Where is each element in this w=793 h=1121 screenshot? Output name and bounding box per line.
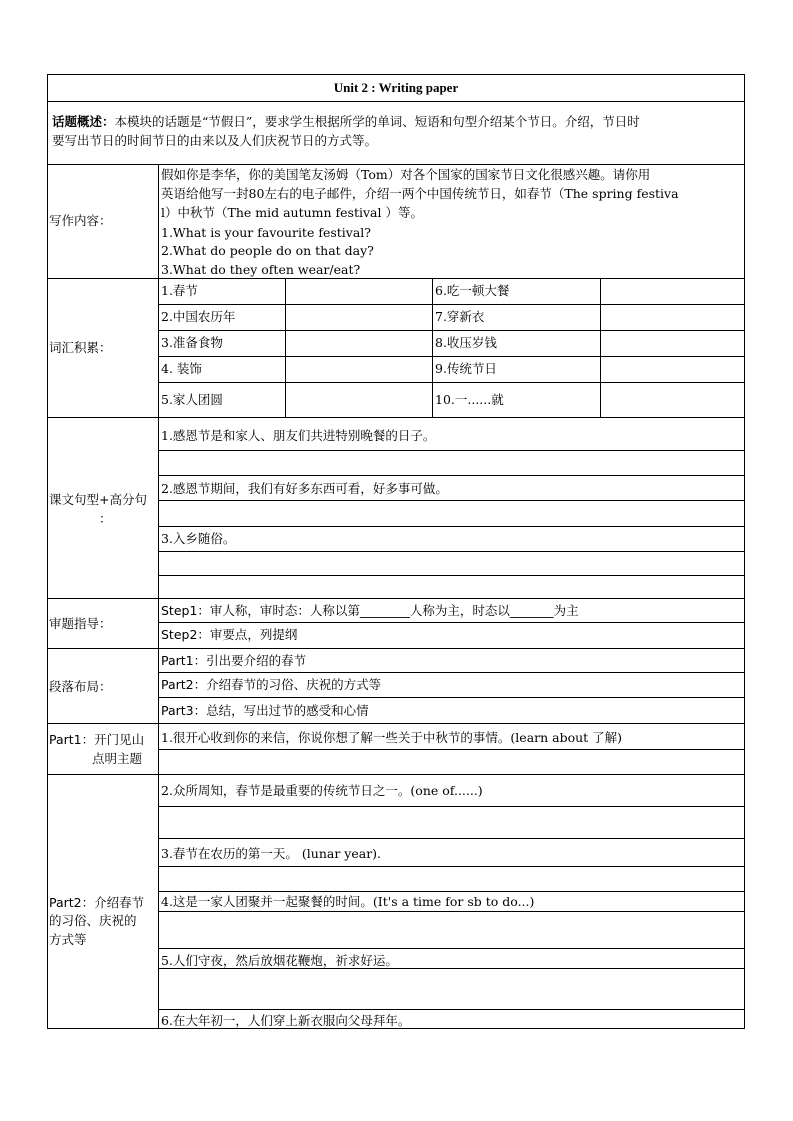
vocab-item: 1.春节 [161, 283, 198, 298]
answer-line [158, 551, 745, 552]
part2-item: 5.人们守夜，然后放烟花鞭炮，祈求好运。 [161, 953, 398, 968]
vocab-item: 8.收压岁钱 [435, 335, 497, 350]
answer-line [158, 948, 745, 949]
vocab-item: 3.准备食物 [161, 335, 223, 350]
page-title: Unit 2 : Writing paper [333, 80, 459, 95]
sentence-item: 1.感恩节是和家人、朋友们共进特别晚餐的日子。 [161, 428, 436, 443]
writing-line: l）中秋节（The mid autumn festival ）等。 [161, 205, 423, 220]
guide-step1: Step1：审人称，审时态：人称以第________人称为主，时态以_______为主 [161, 603, 579, 618]
vocab-item: 9.传统节日 [435, 361, 497, 376]
part2-item: 2.众所周知，春节是最重要的传统节日之一。(one of......) [161, 783, 483, 798]
part2-label-2: 的习俗、庆祝的 [49, 913, 137, 928]
guide-line [158, 622, 745, 623]
vocab-grid-line [158, 330, 745, 331]
overview-line-2: 要写出节日的时间节日的由来以及人们庆祝节日的方式等。 [52, 133, 378, 148]
row-separator [47, 417, 745, 418]
vocab-label: 词汇积累： [49, 340, 112, 355]
vocab-grid-line [285, 278, 286, 417]
answer-line [158, 526, 745, 527]
answer-line [158, 866, 745, 867]
layout-line [158, 697, 745, 698]
vocab-grid-line [158, 304, 745, 305]
vocab-item: 2.中国农历年 [161, 309, 236, 324]
answer-line [158, 806, 745, 807]
answer-line [158, 500, 745, 501]
writing-label: 写作内容： [49, 213, 112, 228]
vocab-item: 4. 装饰 [161, 361, 202, 376]
writing-line: 2.What do people do on that day? [161, 243, 374, 258]
vocab-grid-line [600, 278, 601, 417]
sentences-label-colon: ： [99, 511, 112, 526]
table-top-border [47, 74, 745, 75]
row-separator [47, 648, 745, 649]
overview-line-1: 本模块的话题是“节假日”，要求学生根据所学的单词、短语和句型介绍某个节日。介绍，节日时 [114, 114, 640, 129]
layout-part: Part2：介绍春节的习俗、庆祝的方式等 [161, 677, 382, 692]
row-separator [47, 164, 745, 165]
part2-item: 4.这是一家人团聚并一起聚餐的时间。(It's a time for sb to do...) [161, 894, 535, 909]
vocab-grid-line [158, 382, 745, 383]
answer-line [158, 891, 745, 892]
answer-line [158, 1009, 745, 1010]
row-separator [47, 723, 745, 724]
answer-line [158, 575, 745, 576]
part1-item: 1.很开心收到你的来信，你说你想了解一些关于中秋节的事情。(learn about 了解) [161, 730, 623, 745]
row-separator [47, 101, 745, 102]
layout-label: 段落布局： [49, 679, 112, 694]
part2-item: 3.春节在农历的第一天。 (lunar year). [161, 846, 382, 861]
part2-label: Part2：介绍春节 [49, 895, 145, 910]
sentences-label: 课文句型+高分句 [49, 492, 147, 507]
part1-label: Part1：开门见山 [49, 732, 145, 747]
vocab-item: 7.穿新衣 [435, 309, 485, 324]
vocab-item: 10.一......就 [435, 392, 504, 407]
vocab-item: 6.吃一顿大餐 [435, 283, 510, 298]
answer-line [158, 749, 745, 750]
writing-line: 英语给他写一封80左右的电子邮件，介绍一两个中国传统节日，如春节（The spring festiva [161, 186, 679, 201]
overview-label: 话题概述： [52, 114, 115, 129]
row-separator [47, 278, 745, 279]
vocab-grid-line [432, 278, 433, 417]
answer-line [158, 450, 745, 451]
sentence-item: 3.入乡随俗。 [161, 531, 236, 546]
table-left-border [47, 74, 48, 1029]
vocab-grid-line [158, 356, 745, 357]
layout-line [158, 672, 745, 673]
vocab-item: 5.家人团圆 [161, 392, 223, 407]
part2-label-3: 方式等 [49, 932, 87, 947]
row-separator [47, 598, 745, 599]
writing-line: 3.What do they often wear/eat? [161, 262, 361, 277]
answer-line [158, 911, 745, 912]
answer-line [158, 475, 745, 476]
layout-part: Part1：引出要介绍的春节 [161, 653, 307, 668]
part1-label-2: 点明主题 [92, 751, 143, 766]
writing-line: 假如你是李华，你的美国笔友汤姆（Tom）对各个国家的国家节日文化很感兴趣。请你用 [161, 167, 651, 182]
overview-text [52, 113, 640, 131]
row-separator [47, 774, 745, 775]
label-column-divider [158, 164, 159, 1028]
guide-step2: Step2：审要点，列提纲 [161, 627, 298, 642]
sentence-item: 2.感恩节期间，我们有好多东西可看，好多事可做。 [161, 481, 448, 496]
answer-line [158, 838, 745, 839]
writing-line: 1.What is your favourite festival? [161, 225, 372, 240]
layout-part: Part3：总结，写出过节的感受和心情 [161, 703, 369, 718]
guide-label: 审题指导： [49, 616, 112, 631]
part2-item: 6.在大年初一，人们穿上新衣服向父母拜年。 [161, 1013, 411, 1028]
